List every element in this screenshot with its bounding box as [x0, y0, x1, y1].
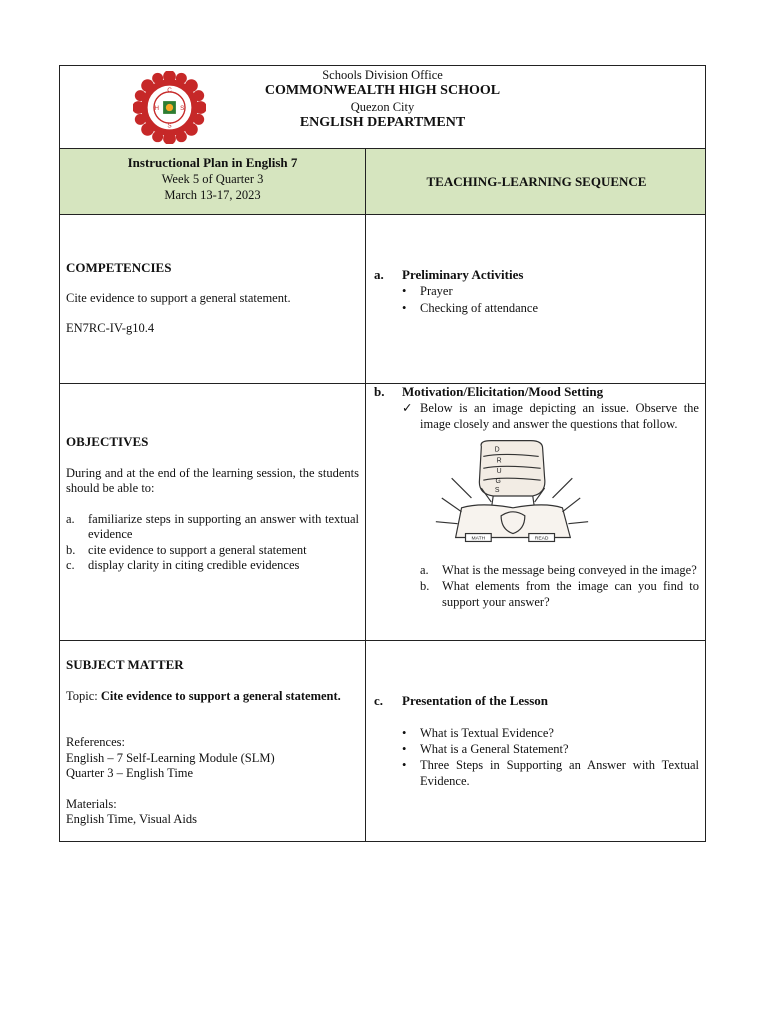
materials-label: Materials:	[66, 796, 117, 811]
preliminary-label: a.	[374, 267, 384, 282]
department-name: ENGLISH DEPARTMENT	[299, 115, 466, 130]
topic-text: Cite evidence to support a general statement.	[100, 688, 341, 703]
topic-line	[66, 689, 359, 705]
subject-heading: SUBJECT MATTER	[66, 657, 184, 672]
topic-label: Topic:	[66, 688, 98, 703]
svg-text:S: S	[180, 105, 185, 113]
presentation-heading: Presentation of the Lesson	[402, 693, 549, 708]
competency-text: Cite evidence to support a general statement.	[66, 291, 291, 305]
item-label: b.	[66, 542, 76, 557]
school-seal-logo	[133, 71, 206, 144]
city-name: Quezon City	[350, 100, 415, 114]
lesson-plan-table	[59, 65, 706, 842]
list-item: • What is a General Statement?	[420, 741, 699, 757]
item-text: cite evidence to support a general statement	[88, 542, 307, 557]
objectives-heading: OBJECTIVES	[66, 434, 149, 449]
checkmark-icon: ✓	[402, 401, 413, 415]
svg-text:S: S	[167, 122, 172, 130]
list-item: • Three Steps in Supporting an Answer with Textual Evidence.	[420, 757, 699, 789]
item-label: a.	[420, 563, 429, 577]
list-item	[420, 562, 699, 578]
plan-title: Instructional Plan in English 7	[127, 155, 298, 170]
list-item: • What is Textual Evidence?	[420, 725, 699, 741]
list-item	[66, 558, 359, 574]
item-text: What elements from the image can you find to support your answer?	[442, 579, 699, 609]
reference-2: Quarter 3 – English Time	[66, 766, 194, 780]
subject-cell	[60, 641, 366, 841]
illus-label: MATH	[471, 536, 486, 542]
presentation-section	[374, 693, 699, 709]
motivation-questions	[420, 562, 699, 610]
preliminary-list	[374, 283, 699, 317]
objectives-intro: During and at the end of the learning session, the students should be able to:	[66, 465, 359, 495]
illus-label: READ	[534, 536, 549, 542]
svg-text:C: C	[167, 86, 172, 94]
sequence-title: TEACHING-LEARNING SEQUENCE	[426, 173, 647, 189]
school-name: COMMONWEALTH HIGH SCHOOL	[264, 83, 501, 98]
list-item: • Checking of attendance	[420, 300, 699, 317]
item-text: familiarize steps in supporting an answer with textual evidence	[88, 511, 359, 541]
school-header	[60, 66, 705, 149]
competencies-row	[60, 215, 705, 384]
objectives-cell	[60, 384, 366, 640]
svg-text:H: H	[154, 105, 160, 113]
preliminary-cell	[366, 215, 705, 383]
illus-letter: U	[496, 468, 502, 476]
objectives-row	[60, 384, 705, 641]
title-row	[60, 149, 705, 215]
motivation-section	[374, 384, 699, 400]
division-office: Schools Division Office	[322, 68, 443, 82]
plan-dates: March 13-17, 2023	[164, 188, 261, 202]
drugs-fist-illustration	[422, 438, 600, 550]
objectives-list	[66, 512, 359, 574]
sequence-title-cell	[366, 149, 705, 214]
item-text: display clarity in citing credible evidences	[88, 558, 300, 572]
preliminary-section	[374, 266, 699, 283]
subject-row	[60, 641, 705, 841]
competency-code: EN7RC-IV-g10.4	[66, 321, 155, 335]
item-text: What is the message being conveyed in the image?	[442, 563, 697, 577]
reference-1: English – 7 Self-Learning Module (SLM)	[66, 750, 275, 765]
illus-letter: S	[494, 487, 500, 495]
instruction-text: Below is an image depicting an issue. Observe the image closely and answer the questions that follow.	[420, 401, 699, 431]
preliminary-heading: Preliminary Activities	[402, 267, 524, 282]
item-label: b.	[420, 579, 430, 593]
list-item	[66, 542, 359, 559]
motivation-label: b.	[374, 384, 385, 399]
references-label: References:	[66, 735, 125, 749]
motivation-instruction	[402, 400, 699, 432]
materials-text: English Time, Visual Aids	[66, 812, 197, 826]
list-item	[420, 578, 699, 610]
list-item: • Prayer	[420, 283, 699, 300]
plan-week: Week 5 of Quarter 3	[161, 172, 264, 186]
presentation-cell	[366, 641, 705, 841]
competencies-heading: COMPETENCIES	[66, 260, 172, 275]
illus-letter: D	[494, 446, 500, 454]
motivation-heading: Motivation/Elicitation/Mood Setting	[402, 384, 604, 399]
illus-letter: R	[496, 457, 502, 465]
competencies-cell	[60, 215, 366, 383]
item-label: a.	[66, 511, 75, 526]
list-item	[66, 511, 359, 543]
item-label: c.	[66, 558, 75, 572]
presentation-label: c.	[374, 693, 384, 708]
illus-letter: G	[495, 478, 501, 486]
motivation-cell	[366, 384, 705, 640]
presentation-list	[374, 725, 699, 789]
plan-title-cell	[60, 149, 366, 214]
